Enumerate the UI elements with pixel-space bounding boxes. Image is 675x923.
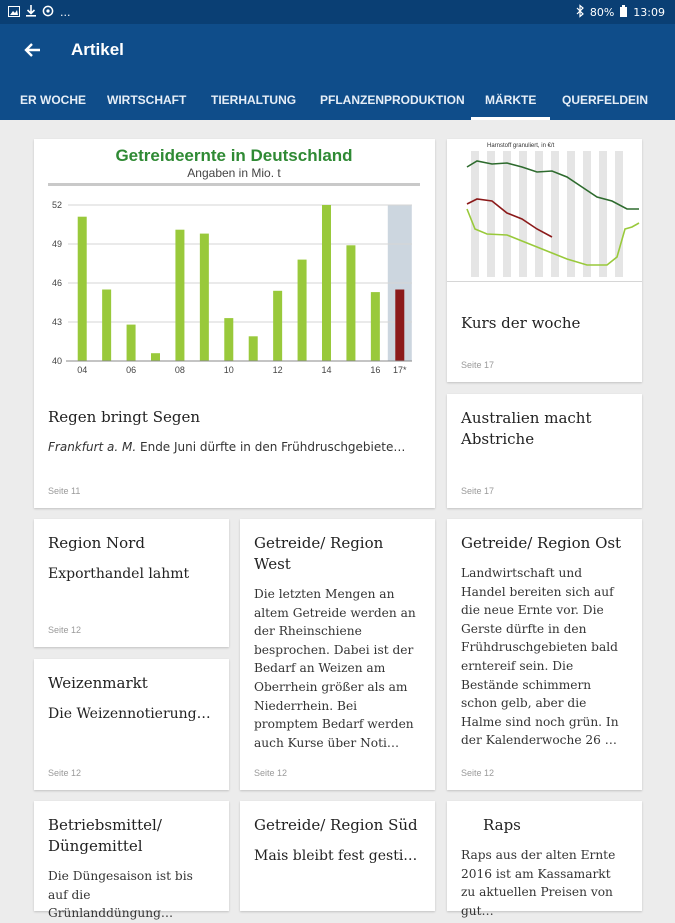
bar-05: [102, 290, 111, 362]
page-ref: Seite 17: [461, 360, 495, 370]
article-title: Betriebsmittel/ Düngemittel: [48, 816, 162, 855]
bar-13: [298, 260, 307, 361]
category-tabs: [0, 88, 675, 120]
price-thumbnail-chart: [447, 139, 642, 299]
download-notification-icon: [26, 5, 36, 20]
tab-woche[interactable]: ER WOCHE: [20, 93, 86, 107]
article-place: Frankfurt a. M.: [48, 440, 137, 454]
x-tick-label: 17*: [393, 365, 407, 375]
page-ref: Seite 12: [461, 768, 495, 778]
page-ref: Seite 17: [461, 486, 495, 496]
page-ref: Seite 12: [48, 625, 82, 635]
article-title: Getreide/ Region West: [254, 534, 384, 573]
tab-querfeldein[interactable]: QUERFELDEIN: [562, 93, 649, 107]
battery-icon: [620, 5, 627, 20]
article-teaser: [34, 440, 435, 454]
back-arrow-icon[interactable]: [18, 36, 48, 64]
x-tick-label: 10: [223, 365, 234, 375]
bar-04: [78, 217, 87, 361]
y-tick-label: 46: [51, 278, 62, 288]
gallery-notification-icon: [8, 6, 20, 20]
bar-06: [127, 325, 136, 361]
article-teaser-text: Ende Juni dürfte in den Frühdruschgebiete…: [136, 440, 406, 454]
bar-07: [151, 353, 160, 361]
chart-y-ticks: [52, 200, 62, 366]
page-ref: Seite 12: [254, 768, 288, 778]
x-tick-label: 04: [77, 365, 88, 375]
article-title: Weizenmarkt: [48, 674, 148, 692]
chart-rule: [48, 183, 420, 186]
article-body: Raps aus der alten Ernte 2016 ist am Kassamarkt zu aktuellen Preisen von gut…: [461, 848, 616, 918]
bluetooth-icon: [576, 5, 584, 20]
tab-tierhaltung[interactable]: TIERHALTUNG: [211, 93, 297, 107]
article-title: Australien macht Abstriche: [461, 409, 592, 448]
article-card-regen[interactable]: [34, 139, 435, 508]
notification-icons: [8, 5, 71, 20]
x-tick-label: 16: [370, 365, 381, 375]
page-ref: Seite 12: [48, 768, 82, 778]
article-card-region-nord[interactable]: [34, 519, 229, 647]
page-title: Artikel: [71, 40, 124, 59]
bar-17-forecast: [395, 290, 404, 362]
chart-subtitle: Angaben in Mio. t: [187, 166, 281, 180]
app-bar: [0, 24, 675, 120]
tab-wirtschaft[interactable]: WIRTSCHAFT: [107, 93, 187, 107]
article-card-australien[interactable]: [447, 394, 642, 508]
article-card-kurs[interactable]: [447, 139, 642, 382]
article-card-region-west[interactable]: [240, 519, 435, 790]
bar-09: [200, 234, 209, 361]
x-tick-label: 06: [126, 365, 137, 375]
chart-gridlines: [68, 205, 412, 361]
page-ref: Seite 11: [48, 486, 81, 496]
more-notifications: ...: [60, 6, 71, 19]
clock: 13:09: [633, 6, 665, 19]
bar-08: [175, 230, 184, 361]
tab-maerkte[interactable]: MÄRKTE: [485, 88, 536, 120]
article-card-betriebsmittel[interactable]: [34, 801, 229, 921]
article-body: Landwirtschaft und Handel bereiten sich auf die neue Ernte vor. Die Gerste dürfte in den Frühdruschgebieten bald erntereif sein. Die Bestände schimmern schon gelb, aber die Halme sind noch grün. In der Kalenderwoche 26 …: [461, 566, 619, 748]
y-tick-label: 52: [51, 200, 62, 210]
article-title: Raps: [483, 816, 521, 834]
article-title: Getreide/ Region Süd: [254, 816, 418, 834]
bar-15: [346, 245, 355, 361]
article-card-weizenmarkt[interactable]: [34, 659, 229, 790]
article-title: Region Nord: [48, 534, 145, 552]
article-card-region-sued[interactable]: [240, 801, 435, 911]
article-card-raps[interactable]: [447, 801, 642, 918]
article-subtitle: Mais bleibt fest gesti…: [254, 848, 418, 864]
status-bar: [0, 0, 675, 24]
y-tick-label: 40: [51, 356, 62, 366]
article-body: Die letzten Mengen an altem Getreide werden an der Rheinschiene besprochen. Dabei ist der Bedarf an Weizen am Oberrhein größer als am Niederrhein. Bei promptem Bedarf werden auch Kurse über Noti…: [254, 587, 416, 750]
harvest-chart: [34, 139, 435, 379]
article-card-region-ost[interactable]: [447, 519, 642, 790]
bar-16: [371, 292, 380, 361]
bar-11: [249, 336, 258, 361]
x-tick-label: 08: [174, 365, 185, 375]
bar-14: [322, 205, 331, 361]
thumb-chart-title: Harnstoff granuliert, in €/t: [487, 143, 555, 149]
y-tick-label: 43: [51, 317, 62, 327]
tab-pflanzenproduktion[interactable]: PFLANZENPRODUKTION: [320, 93, 465, 107]
article-title: Getreide/ Region Ost: [461, 534, 622, 552]
chart-x-ticks: [66, 361, 412, 375]
battery-percent: 80%: [589, 6, 615, 19]
chart-title: Getreideernte in Deutschland: [115, 146, 353, 165]
x-tick-label: 14: [321, 365, 332, 375]
y-tick-label: 49: [51, 239, 62, 249]
bar-12: [273, 291, 282, 361]
bar-10: [224, 318, 233, 361]
x-tick-label: 12: [272, 365, 283, 375]
sync-notification-icon: [42, 5, 54, 20]
article-title: Kurs der woche: [461, 314, 581, 332]
article-title: Regen bringt Segen: [48, 408, 200, 426]
article-subtitle: Exporthandel lahmt: [48, 566, 190, 582]
article-body: Die Düngesaison ist bis auf die Grünlanddüngung…: [48, 869, 193, 921]
article-subtitle: Die Weizennotierung…: [48, 706, 211, 722]
